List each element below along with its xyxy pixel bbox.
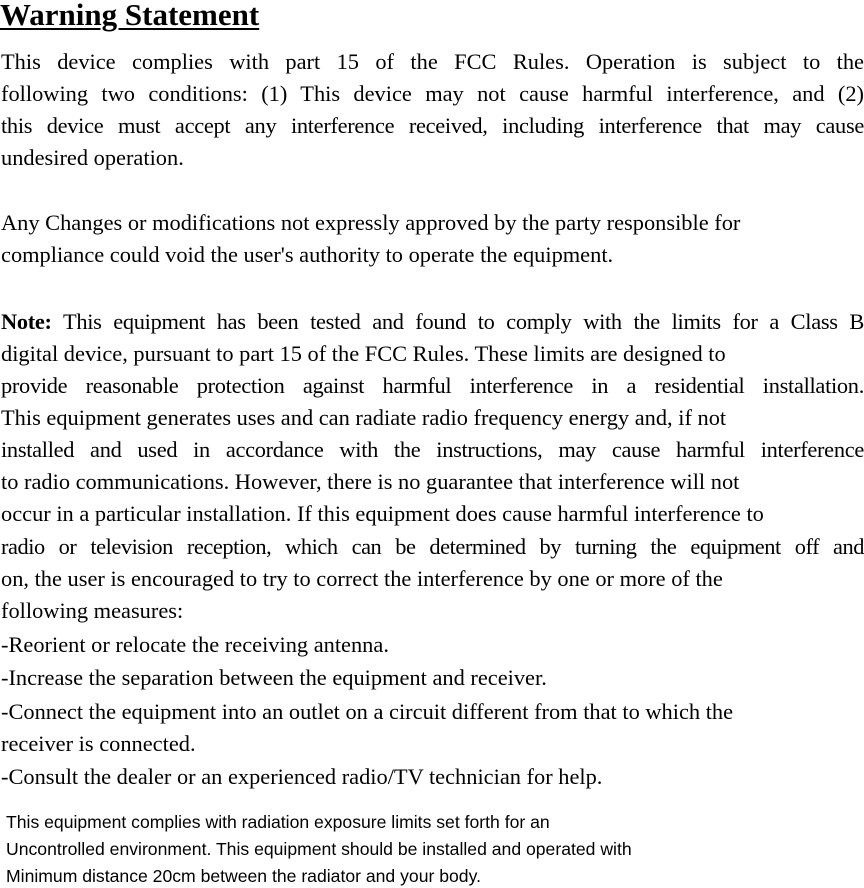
note-line: installed and used in accordance with the instructions, may cause harmful interference: [1, 437, 864, 462]
note-first-line: [1, 307, 864, 337]
page-title: Warning Statement: [0, 0, 260, 32]
changes-line: compliance could void the user's authority to operate the equipment.: [1, 242, 614, 267]
compliance-line: this device must accept any interference received, including interference that may cause: [1, 113, 864, 138]
measure-item: receiver is connected.: [1, 731, 196, 756]
note-line: following measures:: [1, 598, 184, 623]
measure-item: -Consult the dealer or an experienced radio/TV technician for help.: [1, 764, 603, 789]
note-line: provide reasonable protection against harmful interference in a residential installation.: [1, 373, 864, 398]
radiation-line: Minimum distance 20cm between the radiator and your body.: [6, 866, 481, 886]
changes-line: Any Changes or modifications not expressly approved by the party responsible for: [1, 210, 741, 235]
measure-item: -Connect the equipment into an outlet on a circuit different from that to which the: [1, 699, 734, 724]
compliance-line: This device complies with part 15 of the FCC Rules. Operation is subject to the: [1, 49, 864, 74]
note-line: on, the user is encouraged to try to correct the interference by one or more of the: [1, 566, 723, 591]
note-line: This equipment generates uses and can radiate radio frequency energy and, if not: [1, 405, 727, 430]
compliance-line: undesired operation.: [1, 145, 184, 170]
radiation-line: This equipment complies with radiation exposure limits set forth for an: [6, 812, 550, 832]
note-first-line-text: This equipment has been tested and found to comply with the limits for a Class B: [51, 309, 864, 334]
compliance-line: following two conditions: (1) This device may not cause harmful interference, and (2): [1, 81, 864, 106]
note-line: to radio communications. However, there is no guarantee that interference will not: [1, 469, 740, 494]
measure-item: -Increase the separation between the equipment and receiver.: [1, 665, 547, 690]
note-line: occur in a particular installation. If this equipment does cause harmful interference to: [1, 501, 764, 526]
measure-item: -Reorient or relocate the receiving antenna.: [1, 632, 389, 657]
radiation-line: Uncontrolled environment. This equipment should be installed and operated with: [6, 839, 632, 859]
note-line: radio or television reception, which can be determined by turning the equipment off and: [1, 534, 864, 559]
note-label: Note:: [1, 309, 52, 334]
note-line: digital device, pursuant to part 15 of the FCC Rules. These limits are designed to: [1, 341, 726, 366]
